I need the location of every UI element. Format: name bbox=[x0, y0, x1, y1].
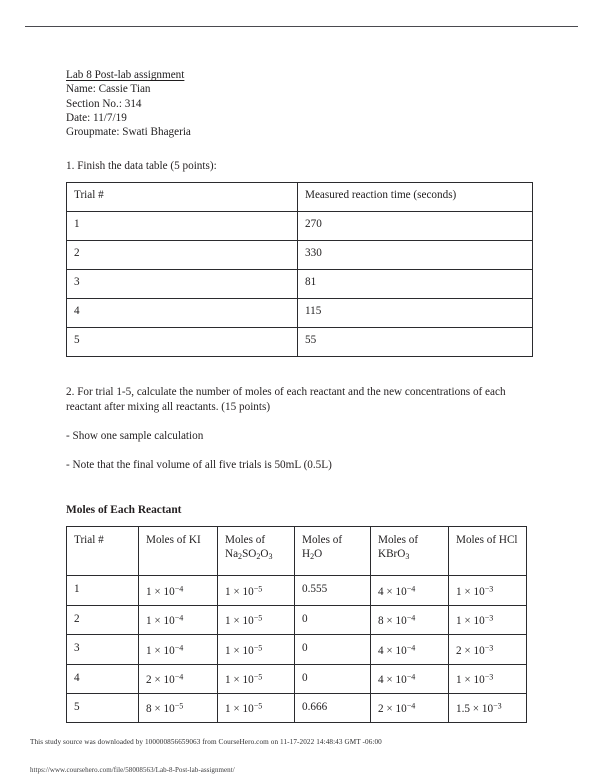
assignment-title: Lab 8 Post-lab assignment bbox=[66, 69, 185, 81]
section-number-line: Section No.: 314 bbox=[66, 97, 142, 110]
moles-hcl-cell: $1.5 \times 10^{-3}$ bbox=[449, 693, 527, 722]
moles-h2o-cell: 0.555 bbox=[295, 576, 371, 605]
moles-na2so2o3-cell: $1 \times 10^{-5}$ bbox=[218, 664, 295, 693]
trial-number-cell: 1 bbox=[67, 212, 298, 241]
moles-table-body bbox=[67, 527, 527, 723]
moles-na2so2o3-cell: $1 \times 10^{-5}$ bbox=[218, 605, 295, 634]
trial-number-cell: 1 bbox=[67, 576, 139, 605]
table-row bbox=[67, 299, 533, 328]
trial-number-cell: 5 bbox=[67, 328, 298, 357]
table-header-cell: Moles of KI bbox=[139, 527, 218, 576]
moles-table bbox=[66, 526, 527, 723]
table-row bbox=[67, 270, 533, 299]
question-2-block bbox=[66, 385, 536, 473]
moles-kbro3-cell: $4 \times 10^{-4}$ bbox=[371, 576, 449, 605]
student-name-line: Name: Cassie Tian bbox=[66, 83, 151, 96]
moles-kbro3-cell: $8 \times 10^{-4}$ bbox=[371, 605, 449, 634]
table-row bbox=[67, 635, 527, 664]
table-header-row bbox=[67, 183, 533, 212]
moles-table-wrapper bbox=[66, 526, 536, 723]
table-header-cell: Moles of KBrO$_3$ bbox=[371, 527, 449, 576]
trial-number-cell: 4 bbox=[67, 664, 139, 693]
reaction-time-cell: 55 bbox=[298, 328, 533, 357]
moles-ki-cell: $1 \times 10^{-4}$ bbox=[139, 635, 218, 664]
reaction-time-table-wrapper bbox=[66, 182, 536, 357]
table-row bbox=[67, 212, 533, 241]
coursehero-source-url: https://www.coursehero.com/file/58008563/Lab-8-Post-lab-assignment/ bbox=[30, 766, 235, 774]
moles-section-heading: Moles of Each Reactant bbox=[66, 504, 182, 517]
question-1-prompt: 1. Finish the data table (5 points): bbox=[66, 160, 217, 173]
moles-hcl-cell: $1 \times 10^{-3}$ bbox=[449, 576, 527, 605]
trial-number-cell: 3 bbox=[67, 270, 298, 299]
reaction-time-table bbox=[66, 182, 533, 357]
table-header-cell: Moles of HCl bbox=[449, 527, 527, 576]
reaction-time-cell: 330 bbox=[298, 241, 533, 270]
table-row bbox=[67, 328, 533, 357]
table-header-cell: Trial # bbox=[67, 527, 139, 576]
table-header-cell: Measured reaction time (seconds) bbox=[298, 183, 533, 212]
reaction-time-cell: 115 bbox=[298, 299, 533, 328]
table-row bbox=[67, 605, 527, 634]
moles-h2o-cell: 0 bbox=[295, 635, 371, 664]
moles-ki-cell: $2 \times 10^{-4}$ bbox=[139, 664, 218, 693]
moles-kbro3-cell: $4 \times 10^{-4}$ bbox=[371, 664, 449, 693]
moles-h2o-cell: 0.666 bbox=[295, 693, 371, 722]
moles-ki-cell: $8 \times 10^{-5}$ bbox=[139, 693, 218, 722]
page-top-divider bbox=[25, 26, 578, 27]
groupmate-line: Groupmate: Swati Bhageria bbox=[66, 126, 191, 139]
table-row bbox=[67, 693, 527, 722]
table-header-row bbox=[67, 527, 527, 576]
question-2-bullet-2: - Note that the final volume of all five trials is 50mL (0.5L) bbox=[66, 459, 332, 472]
table-header-cell: Moles of $H_2O$ bbox=[295, 527, 371, 576]
table-header-cell: Trial # bbox=[67, 183, 298, 212]
reaction-time-cell: 81 bbox=[298, 270, 533, 299]
moles-kbro3-cell: $4 \times 10^{-4}$ bbox=[371, 635, 449, 664]
question-2-bullet-1: - Show one sample calculation bbox=[66, 430, 204, 443]
moles-hcl-cell: $1 \times 10^{-3}$ bbox=[449, 605, 527, 634]
table-row bbox=[67, 664, 527, 693]
table-row bbox=[67, 241, 533, 270]
moles-ki-cell: $1 \times 10^{-4}$ bbox=[139, 605, 218, 634]
moles-na2so2o3-cell: $1 \times 10^{-5}$ bbox=[218, 635, 295, 664]
assignment-header bbox=[66, 68, 536, 139]
trial-number-cell: 2 bbox=[67, 605, 139, 634]
document-content bbox=[66, 68, 536, 723]
moles-hcl-cell: $1 \times 10^{-3}$ bbox=[449, 664, 527, 693]
moles-hcl-cell: $2 \times 10^{-3}$ bbox=[449, 635, 527, 664]
table-row bbox=[67, 576, 527, 605]
moles-na2so2o3-cell: $1 \times 10^{-5}$ bbox=[218, 693, 295, 722]
reaction-time-table-body bbox=[67, 183, 533, 357]
trial-number-cell: 4 bbox=[67, 299, 298, 328]
trial-number-cell: 3 bbox=[67, 635, 139, 664]
coursehero-download-note: This study source was downloaded by 100000856659063 from CourseHero.com on 11-17-2022 14:48:43 GMT -06:00 bbox=[30, 738, 382, 746]
moles-h2o-cell: 0 bbox=[295, 664, 371, 693]
date-line: Date: 11/7/19 bbox=[66, 111, 127, 124]
reaction-time-cell: 270 bbox=[298, 212, 533, 241]
trial-number-cell: 2 bbox=[67, 241, 298, 270]
trial-number-cell: 5 bbox=[67, 693, 139, 722]
table-header-cell: Moles of $Na_2SO_2O_3$ bbox=[218, 527, 295, 576]
moles-h2o-cell: 0 bbox=[295, 605, 371, 634]
moles-kbro3-cell: $2 \times 10^{-4}$ bbox=[371, 693, 449, 722]
question-2-prompt: 2. For trial 1-5, calculate the number of moles of each reactant and the new concentrations of each reactant after mixing all reactants. (15 points) bbox=[66, 386, 506, 414]
moles-na2so2o3-cell: $1 \times 10^{-5}$ bbox=[218, 576, 295, 605]
moles-ki-cell: $1 \times 10^{-4}$ bbox=[139, 576, 218, 605]
